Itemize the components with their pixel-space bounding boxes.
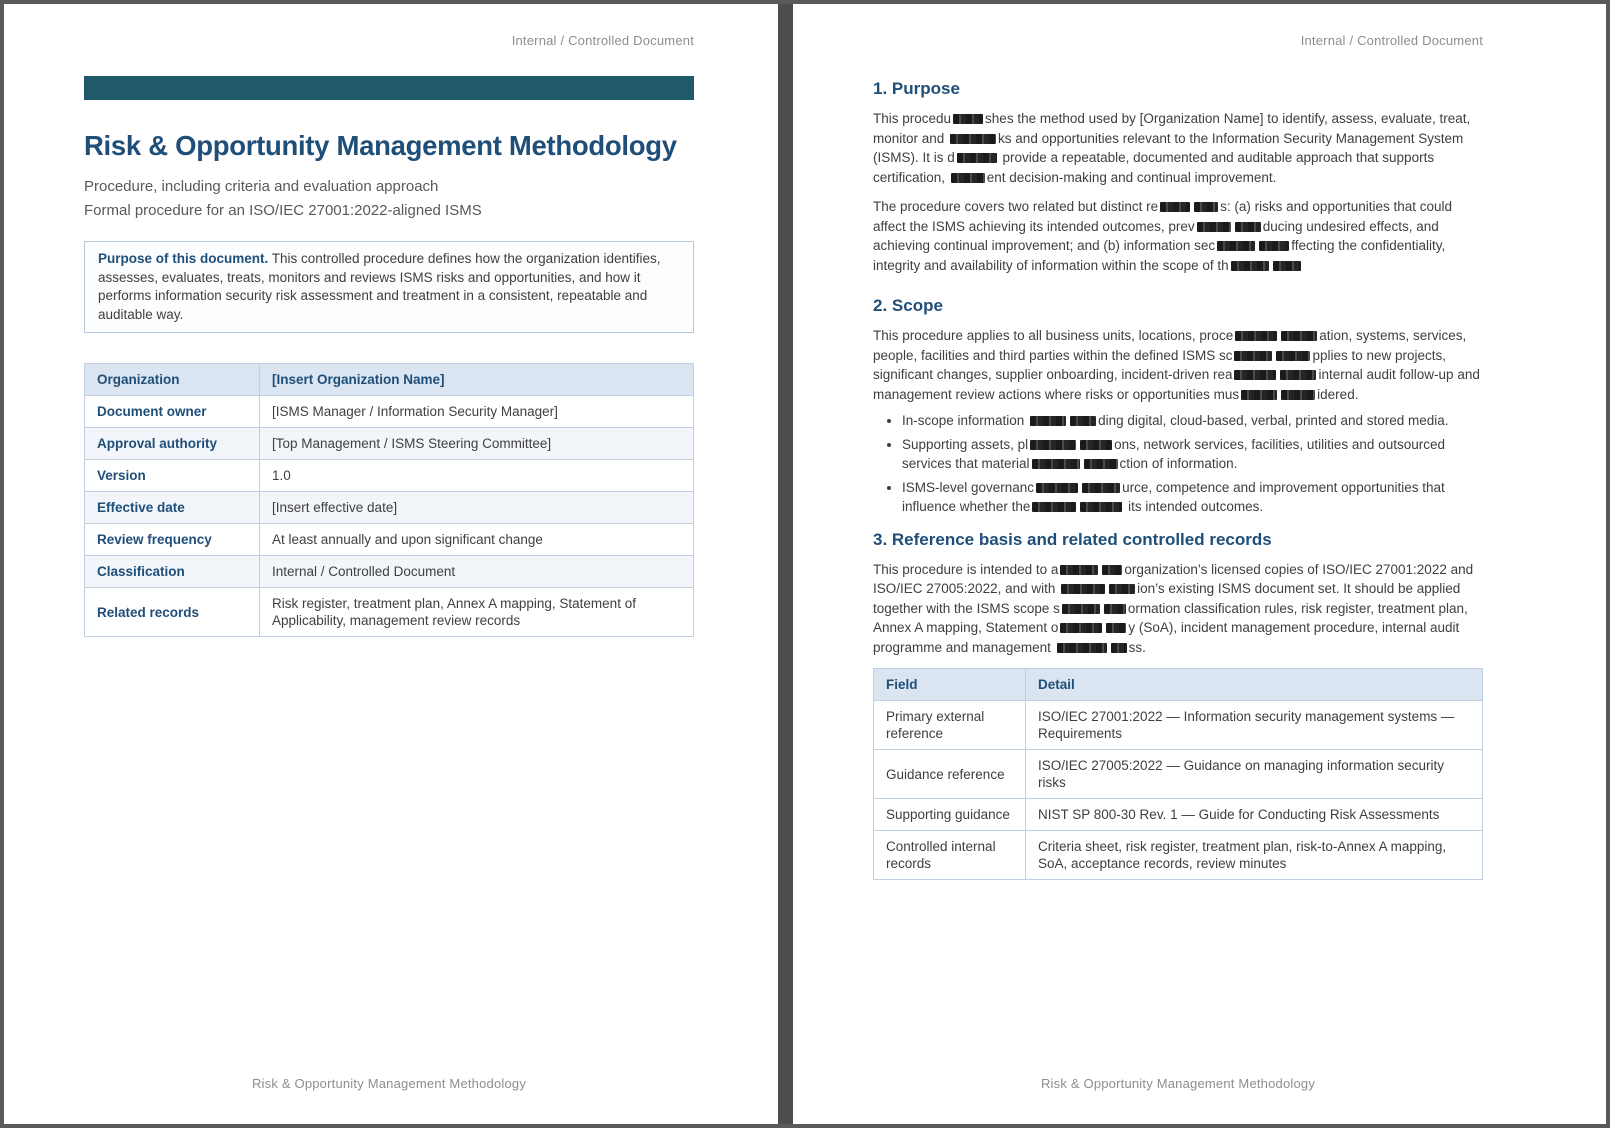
reference-table [873,668,1483,880]
redacted-text [1060,565,1098,575]
redacted-text [1234,351,1272,361]
paragraph: This procedure applies to all business units, locations, proce ation, systems, services, people, facilities and third parties within the defined ISMS sc pplies to new projects, significant changes, supplier onboarding, incident-driven rea internal audit follow-up and management review actions where risks or opportunities mus idered. [873,328,1480,402]
redacted-text [1259,241,1289,251]
cell-label: Guidance reference [874,750,1026,799]
cell-value: ISO/IEC 27001:2022 — Information security management systems — Requirements [1026,701,1483,750]
redacted-text [1235,331,1277,341]
redacted-text [1080,440,1112,450]
table-row [85,556,694,588]
paragraph: This procedure is intended to a organization’s licensed copies of ISO/IEC 27001:2022 and ISO/IEC 27005:2022, and with ion’s existing ISMS document set. It should be applied together with the ISMS scope s ormation classification rules, risk register, treatment plan, Annex A mapping, Statement o y (SoA), incident management procedure, internal audit programme and management ss. [873,561,1474,655]
redacted-text [1241,390,1277,400]
cell-value: [Insert effective date] [260,492,694,524]
subtitle-line-2: Formal procedure for an ISO/IEC 27001:2022-aligned ISMS [84,202,482,219]
redacted-text [1030,416,1066,426]
redacted-text [953,114,983,124]
table-row [85,364,694,396]
redacted-text [1111,643,1127,653]
subtitle-line-1: Procedure, including criteria and evaluation approach [84,178,439,195]
cell-label: Effective date [85,492,260,524]
redacted-text [1273,261,1301,271]
redacted-text [1197,222,1231,232]
page-title: Risk & Opportunity Management Methodology [84,130,677,161]
cell-value: [ISMS Manager / Information Security Manager] [260,396,694,428]
table-row [85,524,694,556]
table-row [85,396,694,428]
page-2 [793,4,1606,1124]
table-row [85,492,694,524]
redacted-text [1281,390,1315,400]
table-row [874,701,1483,750]
cell-label: Related records [85,588,260,637]
cell-value: At least annually and upon significant change [260,524,694,556]
bullet-item: • ISMS-level governanc urce, competence and improvement opportunities that influence whether the its intended outcomes. [902,478,1483,517]
paragraph: This procedu shes the method used by [Organization Name] to identify, assess, evaluate, treat, monitor and ks and opportunities relevant to the Information Security Management System (ISMS). It is d provide a repeatable, documented and auditable approach that supports certification, ent decision-making and continual improvement. [873,111,1471,185]
page-1 [4,4,778,1124]
redacted-text [1032,459,1080,469]
redacted-text [950,134,996,144]
title-accent-bar [84,76,694,100]
cell-value: NIST SP 800-30 Rev. 1 — Guide for Conducting Risk Assessments [1026,799,1483,831]
redacted-text [1082,483,1120,493]
column-header: Field [874,669,1026,701]
cell-label: Document owner [85,396,260,428]
redacted-text [1030,440,1076,450]
table-row [874,831,1483,880]
bullet-item: • Supporting assets, pl ons, network services, facilities, utilities and outsourced services that material ction of information. [902,435,1483,474]
cell-label: Review frequency [85,524,260,556]
page-footer: Risk & Opportunity Management Methodology [1040,1076,1316,1091]
redacted-text [1080,502,1122,512]
page-footer: Risk & Opportunity Management Methodology [251,1076,527,1091]
section-heading-scope: 2. Scope [873,296,943,315]
redacted-text [1234,370,1276,380]
redacted-text [1231,261,1269,271]
classification-header: Internal / Controlled Document [511,33,694,48]
section-heading-purpose: 1. Purpose [873,79,960,98]
cell-label: Classification [85,556,260,588]
redacted-text [1109,584,1135,594]
cell-label: Supporting guidance [874,799,1026,831]
cell-value: 1.0 [260,460,694,492]
redacted-text [1217,241,1255,251]
cell-value: Risk register, treatment plan, Annex A mapping, Statement of Applicability, management review records [260,588,694,637]
redacted-text [1106,623,1126,633]
section-heading-references: 3. Reference basis and related controlled records [873,529,1272,549]
cell-value: Internal / Controlled Document [260,556,694,588]
table-header-row [874,669,1483,701]
cell-value: ISO/IEC 27005:2022 — Guidance on managing information security risks [1026,750,1483,799]
redacted-text [1084,459,1118,469]
redacted-text [1281,331,1317,341]
redacted-text [951,173,985,183]
redacted-text [1070,416,1096,426]
redacted-text [1280,370,1316,380]
paragraph: The procedure covers two related but distinct re s: (a) risks and opportunities that could affect the ISMS achieving its intended outcomes, prev ducing undesired effects, and achieving continual improvement; and (b) information sec ffecting the confidentiality, integrity and availability of information within the scope of th [873,199,1453,273]
column-header: Detail [1026,669,1483,701]
document-info-table [84,363,694,637]
page-divider [778,4,793,1124]
redacted-text [1057,643,1107,653]
subtitle [84,175,694,223]
table-row [85,588,694,637]
redacted-text [1276,351,1310,361]
redacted-text [1160,202,1190,212]
redacted-text [1104,604,1126,614]
purpose-callout-box [84,241,694,333]
cell-label: Approval authority [85,428,260,460]
redacted-text [1194,202,1218,212]
bullet-item: • In-scope information ding digital, cloud-based, verbal, printed and stored media. [902,411,1483,431]
redacted-text [1235,222,1261,232]
redacted-text [1061,584,1105,594]
cell-label: Controlled internal records [874,831,1026,880]
cell-label: Organization [85,364,260,396]
redacted-text [1062,604,1100,614]
cell-value: [Insert Organization Name] [260,364,694,396]
purpose-lead: Purpose of this document. [98,251,269,266]
redacted-text [957,153,997,163]
redacted-text [1102,565,1122,575]
bullet-list [873,411,1483,517]
cell-label: Primary external reference [874,701,1026,750]
redacted-text [1032,502,1076,512]
redacted-text [1060,623,1102,633]
cell-value: Criteria sheet, risk register, treatment plan, risk-to-Annex A mapping, SoA, acceptance records, review minutes [1026,831,1483,880]
table-row [85,428,694,460]
cell-value: [Top Management / ISMS Steering Committee] [260,428,694,460]
cell-label: Version [85,460,260,492]
table-row [874,750,1483,799]
table-row [85,460,694,492]
purpose-body: This controlled procedure defines how the organization identifies, assesses, evaluates, treats, monitors and reviews ISMS risks and opportunities, and how it performs information security risk assessment and treatment in a consistent, repeatable and auditable way. [98,251,661,322]
classification-header: Internal / Controlled Document [1300,33,1483,48]
redacted-text [1036,483,1078,493]
table-row [874,799,1483,831]
